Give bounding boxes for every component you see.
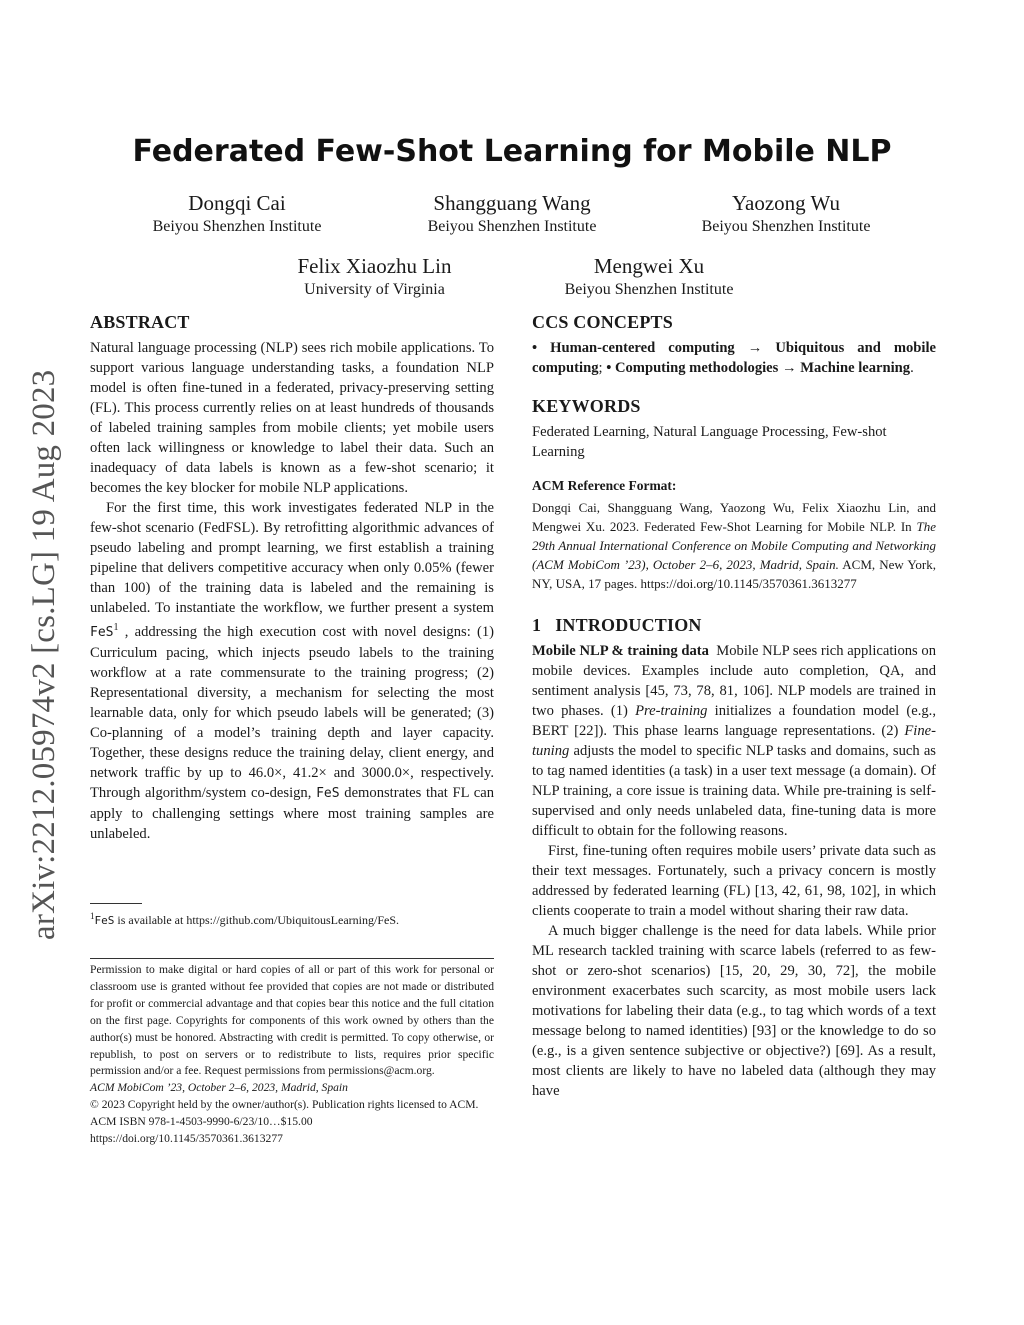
intro-text: initializes a foundation model (e.g., BERT [22]). This phase learns language representations. (2) xyxy=(532,703,936,739)
footnote-number: 1 xyxy=(90,911,95,921)
reference-format-text xyxy=(532,498,936,593)
author-affiliation: University of Virginia xyxy=(304,281,445,298)
ccs-separator: ; xyxy=(598,360,607,376)
left-column xyxy=(90,312,494,844)
introduction-heading xyxy=(532,615,936,635)
permission-divider xyxy=(90,958,494,959)
ccs-item: • Computing methodologies → Machine learning xyxy=(606,360,911,376)
author-name: Yaozong Wu xyxy=(731,191,841,215)
keywords-heading: KEYWORDS xyxy=(532,396,641,416)
footnote-system-name: FeS xyxy=(94,914,115,927)
intro-paragraph xyxy=(532,641,936,841)
system-name: FeS xyxy=(316,785,340,801)
author-block xyxy=(402,190,622,238)
keywords-text: Federated Learning, Natural Language Processing, Few-shot Learning xyxy=(532,424,887,460)
permission-isbn: ACM ISBN 978-1-4503-9990-6/23/10…$15.00 xyxy=(90,1115,313,1129)
arxiv-sidebar-id: arXiv:2212.05974v2 [cs.LG] 19 Aug 2023 xyxy=(25,369,62,940)
footnote-mark: 1 xyxy=(113,622,119,633)
abstract-heading: ABSTRACT xyxy=(90,312,190,332)
author-name: Shangguang Wang xyxy=(433,191,591,215)
author-name: Mengwei Xu xyxy=(593,254,705,278)
paragraph-lead: Mobile NLP & training data xyxy=(532,643,709,659)
permission-venue: ACM MobiCom ’23, October 2–6, 2023, Madrid, Spain xyxy=(90,1081,348,1095)
permission-text: Permission to make digital or hard copies of all or part of this work for personal or classroom use is granted without fee provided that copies are not made or distributed for profit or commercial advantage and that copies bear this notice and the full citation on the first page. Copyrights for components of this work owned by others than the author(s) must be honored. Abstracting with credit is permitted. To copy otherwise, or republish, to post on servers or to redistribute to lists, requires prior specific permission and/or a fee. Request permissions from permissions@acm.org. xyxy=(90,963,494,1078)
reference-text: Dongqi Cai, Shangguang Wang, Yaozong Wu, Felix Xiaozhu Lin, and Mengwei Xu. 2023. Federated Few-Shot Learning for Mobile NLP. In xyxy=(532,500,936,534)
abstract-paragraph: Natural language processing (NLP) sees rich mobile applications. To support various language understanding tasks, a foundation NLP model is often fine-tuned in a federated, privacy-preserving setting (FL). This process currently relies on at least hundreds of thousands of labeled training samples from mobile clients; yet mobile users often lack willingness or knowledge to label their data. Such an inadequacy of data labels is known as a few-shot scenario; it becomes the key blocker for mobile NLP applications. xyxy=(90,340,494,496)
ccs-item: • Human-centered computing → Ubiquitous and mobile computing xyxy=(532,340,936,376)
system-name: FeS xyxy=(90,624,114,640)
footnote-text: is available at https://github.com/UbiquitousLearning/FeS. xyxy=(117,913,400,927)
intro-text: adjusts the model to specific NLP tasks and domains, such as to tag named identities (a task) in a user text message (a domain). Of NLP training, a core issue is training data. While pre-training is self-supervised and only needs unlabeled data, fine-tuning data is more difficult to obtain for the following reasons. xyxy=(532,743,936,839)
right-column xyxy=(532,312,936,1101)
author-affiliation: Beiyou Shenzhen Institute xyxy=(701,218,871,235)
author-affiliation: Beiyou Shenzhen Institute xyxy=(427,218,597,235)
intro-emphasis: Pre-training xyxy=(635,703,708,719)
ccs-concepts xyxy=(532,338,936,378)
footnote-divider xyxy=(90,903,142,904)
permission-doi: https://doi.org/10.1145/3570361.3613277 xyxy=(90,1132,283,1146)
footnote xyxy=(90,908,494,929)
abstract-text: , addressing the high execution cost with novel designs: (1) Curriculum pacing, which injects pseudo labels to the training workflow at a rate commensurate to the training progress; (2) Representational diversity, a mechanism for selecting the most learnable data, only for which pseudo labels will be generated; (3) Co-planning of a model’s training depth and layer capacity. Together, these designs reduce the training delay, client energy, and network traffic by up to 46.0×, 41.2× and 3000.0×, respectively. Through algorithm/system co-design, xyxy=(90,623,494,801)
author-block xyxy=(137,190,337,238)
intro-emphasis: Fine-tuning xyxy=(532,723,936,759)
intro-text: Mobile NLP sees rich applications on mobile devices. Examples include auto completion, QA, and sentiment analysis [45, 73, 78, 81, 106]. NLP models are trained in two phases. (1) xyxy=(532,643,937,719)
abstract-text: demonstrates that FL can apply to challenging settings where most training samples are unlabeled. xyxy=(90,784,494,842)
author-name: Dongqi Cai xyxy=(188,191,286,215)
author-affiliation: Beiyou Shenzhen Institute xyxy=(152,218,322,235)
author-affiliation: Beiyou Shenzhen Institute xyxy=(564,281,734,298)
ccs-heading: CCS CONCEPTS xyxy=(532,312,673,332)
reference-venue: The 29th Annual International Conference on Mobile Computing and Networking (ACM MobiCom ’23), October 2–6, 2023, Madrid, Spain. xyxy=(532,519,936,572)
section-number: 1 xyxy=(532,615,542,635)
reference-format-heading: ACM Reference Format: xyxy=(532,478,677,493)
intro-paragraph: A much bigger challenge is the need for data labels. While prior ML research tackled training with scarce labels (referred to as few-shot or zero-shot scenarios) [15, 20, 29, 30, 72], the mobile environment exacerbates such scarcity, as most mobile users lack motivations for labeling their data (e.g., to tag which words of a text message belong to named identities) [93] or the knowledge to do so (e.g., is a given sentence subjective or objective?) [69]. As a result, most clients are likely to have no labeled data (although they may have xyxy=(532,923,936,1099)
author-block xyxy=(549,253,749,301)
paper-title: Federated Few-Shot Learning for Mobile NLP xyxy=(132,134,892,169)
abstract-text: For the first time, this work investigates federated NLP in the few-shot scenario (FedFSL). By retrofitting algorithmic advances of pseudo labeling and prompt learning, we first establish a training pipeline that delivers competitive accuracy when only 0.05% (fewer than 100) of the training data is labeled and the remaining is unlabeled. To instantiate the workflow, we further present a system xyxy=(90,500,494,616)
author-name: Felix Xiaozhu Lin xyxy=(297,254,452,278)
intro-paragraph: First, fine-tuning often requires mobile users’ private data such as their text messages. Fortunately, such a privacy concern is mostly addressed by federated learning (FL) [13, 42, 61, 98, 102], in which clients cooperate to train a model without sharing their raw data. xyxy=(532,843,936,919)
author-block xyxy=(686,190,886,238)
ccs-end: . xyxy=(910,360,914,376)
section-title: INTRODUCTION xyxy=(555,615,702,635)
author-block xyxy=(272,253,477,301)
reference-text: ACM, New York, NY, USA, 17 pages. https://doi.org/10.1145/3570361.3613277 xyxy=(532,557,937,591)
permission-copyright: © 2023 Copyright held by the owner/author(s). Publication rights licensed to ACM. xyxy=(90,1098,479,1112)
abstract-paragraph xyxy=(90,498,494,844)
permission-block xyxy=(90,962,494,1148)
